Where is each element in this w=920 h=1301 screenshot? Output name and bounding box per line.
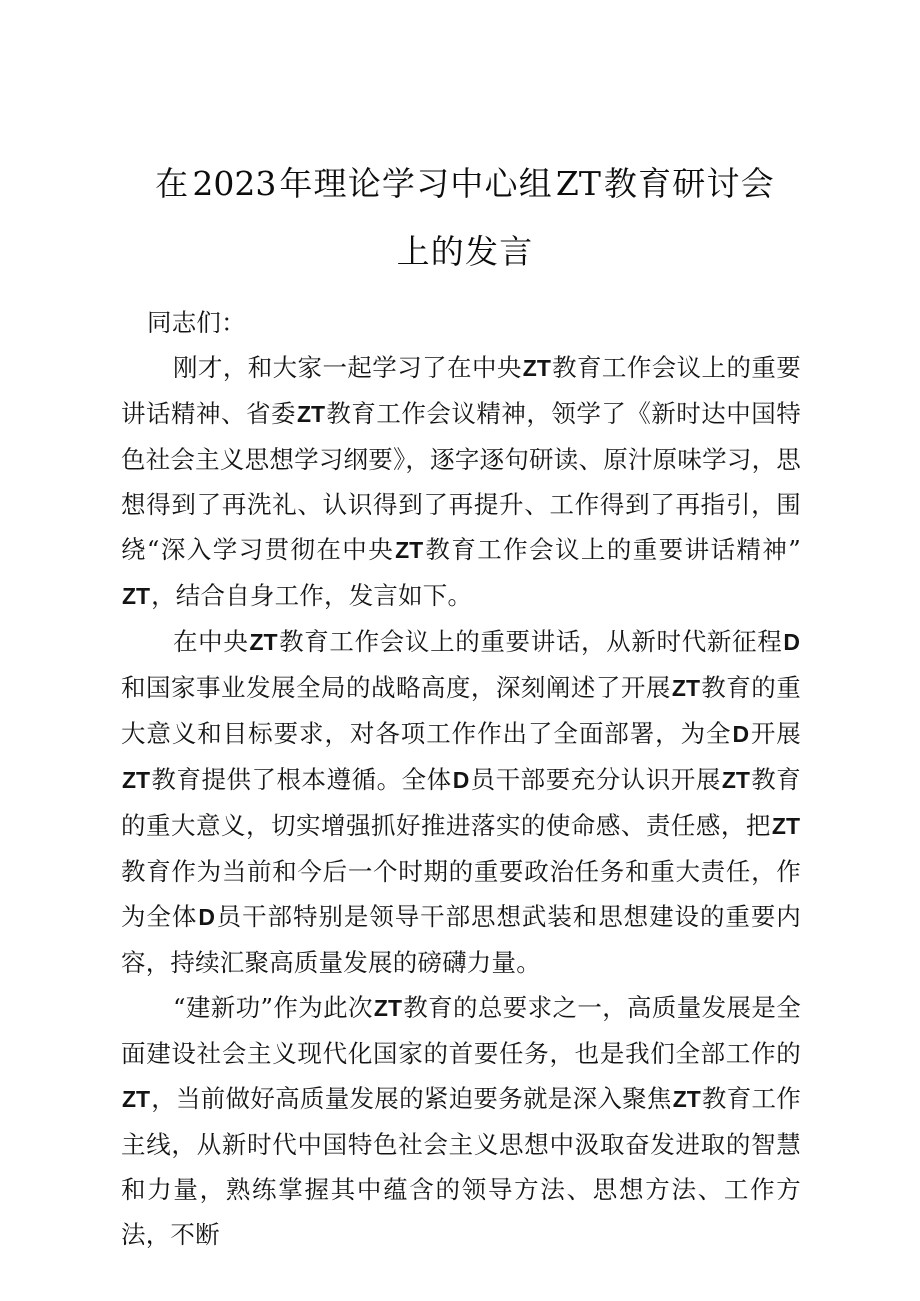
- token-zt: ZT: [522, 355, 551, 381]
- token-zt: ZT: [249, 629, 278, 655]
- token-zt: ZT: [721, 767, 750, 793]
- page-title: [130, 150, 800, 286]
- token-d: D: [198, 904, 215, 930]
- token-zt: ZT: [671, 675, 700, 701]
- document-body: [121, 300, 801, 1257]
- token-d: D: [783, 629, 800, 655]
- token-zt: ZT: [395, 537, 424, 563]
- token-zt: ZT: [122, 583, 151, 609]
- page-title-line-2: 上的发言: [396, 233, 534, 271]
- page-title-line-1: 在2023年理论学习中心组ZT教育研讨会: [155, 164, 775, 204]
- token-zt: ZT: [296, 401, 326, 427]
- token-zt: ZT: [122, 1086, 151, 1112]
- token-zt: ZT: [672, 1086, 701, 1112]
- token-d: D: [452, 767, 470, 793]
- paragraph-2: 在中央ZT教育工作会议上的重要讲话，从新时代新征程D和国家事业发展全局的战略高度，深刻阐述了开展ZT教育的重大意义和目标要求，对各项工作作出了全面部署，为全D开展ZT教育提供了根本遵循。全体D员干部要充分认识开展ZT教育的重大意义，切实增强抓好推进落实的使命感、责任感，把ZT教育作为当前和今后一个时期的重要政治任务和重大责任，作为全体D员干部特别是领导干部思想武装和思想建设的重要内容，持续汇聚高质量发展的磅礴力量。: [121, 627, 801, 977]
- token-zt: ZT: [373, 995, 403, 1021]
- paragraph-3: “建新功”作为此次ZT教育的总要求之一，高质量发展是全面建设社会主义现代化国家的首要任务，也是我们全部工作的ZT，当前做好高质量发展的紧迫要务就是深入聚焦ZT教育工作主线，从新时代中国特色社会主义思想中汲取奋发进取的智慧和力量，熟练掌握其中蕴含的领导方法、思想方法、工作方法，不断: [121, 993, 801, 1249]
- token-zt: ZT: [771, 813, 800, 839]
- paragraph-1: 刚才，和大家一起学习了在中央ZT教育工作会议上的重要讲话精神、省委ZT教育工作会议精神，领学了《新时达中国特色社会主义思想学习纲要》，逐字逐句研读、原汁原味学习，思想得到了再洗礼、认识得到了再提升、工作得到了再指引，围绕“深入学习贯彻在中央ZT教育工作会议上的重要讲话精神”ZT，结合自身工作，发言如下。: [121, 353, 801, 610]
- token-zt: ZT: [122, 767, 151, 793]
- token-d: D: [732, 721, 750, 747]
- paragraph-salutation: 同志们：: [147, 308, 246, 337]
